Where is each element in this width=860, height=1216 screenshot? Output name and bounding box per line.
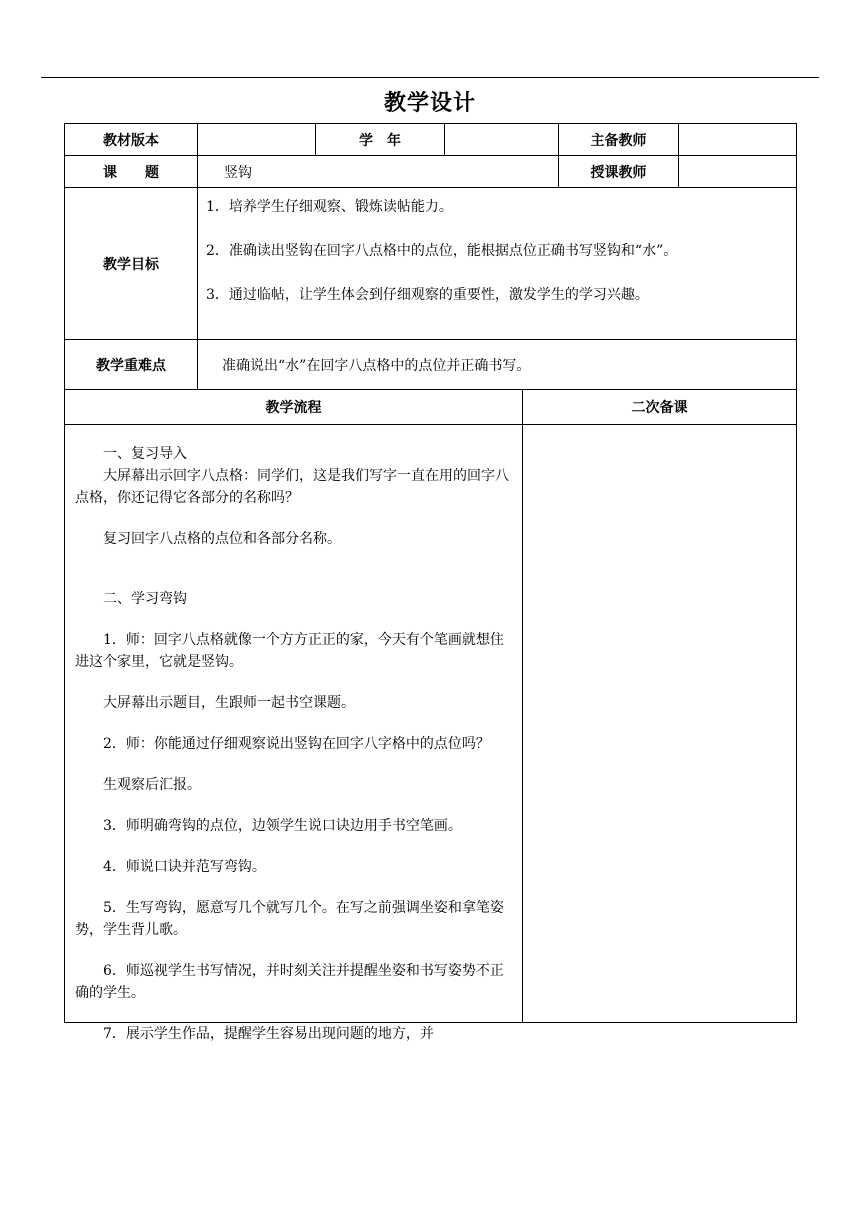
flow-paragraph: 复习回字八点格的点位和各部分名称。 [103,531,341,547]
flow-paragraph: 3．师明确弯钩的点位，边领学生说口诀边用手书空笔画。 [103,818,462,834]
teacher-value [679,156,797,188]
lead-teacher-value [679,124,797,156]
document-title: 教学设计 [383,91,476,116]
teacher-label: 授课教师 [559,156,679,188]
lesson-plan-table [64,123,797,1042]
header-rule [41,77,819,78]
topic-value: 竖钩 [198,156,559,188]
goals-row [65,188,797,340]
goal-item: 2．准确读出竖钩在回字八点格中的点位，能根据点位正确书写竖钩和“水”。 [206,243,678,259]
goals-content [198,188,797,340]
secondary-prep-label: 二次备课 [523,390,797,425]
key-points-text: 准确说出“水”在回字八点格中的点位并正确书写。 [198,340,797,390]
year-label: 学 年 [316,124,445,156]
flow-header-row [65,390,797,425]
flow-paragraph: 7．展示学生作品，提醒学生容易出现问题的地方，并 [103,1026,434,1042]
flow-paragraph: 2．师：你能通过仔细观察说出竖钩在回字八字格中的点位吗？ [103,736,490,752]
header-row-2 [65,156,797,188]
header-row-1 [65,124,797,156]
goal-item: 3．通过临帖，让学生体会到仔细观察的重要性，激发学生的学习兴趣。 [206,287,649,303]
flow-paragraph: 6．师巡视学生书写情况，并时刻关注并提醒坐姿和书写姿势不正确的学生。 [75,963,504,1001]
goals-label: 教学目标 [65,188,198,340]
secondary-prep-content [523,425,797,1023]
year-value [445,124,559,156]
textbook-value [198,124,316,156]
flow-paragraph: 二、学习弯钩 [103,591,187,607]
flow-paragraph: 4．师说口诀并范写弯钩。 [103,859,266,875]
flow-content-row [65,425,797,1023]
key-points-row [65,340,797,390]
flow-paragraph: 1．师：回字八点格就像一个方方正正的家，今天有个笔画就想住进这个家里，它就是竖钩。 [75,632,504,670]
flow-paragraph: 大屏幕出示回字八点格：同学们，这是我们写字一直在用的回字八点格，你还记得它各部分的名称吗？ [75,468,509,506]
flow-paragraph: 5．生写弯钩，愿意写几个就写几个。在写之前强调坐姿和拿笔姿势，学生背儿歌。 [75,900,504,938]
flow-paragraph: 生观察后汇报。 [103,777,201,793]
key-points-label: 教学重难点 [65,340,198,390]
flow-paragraph: 大屏幕出示题目，生跟师一起书空课题。 [103,695,355,711]
goal-item: 1．培养学生仔细观察、锻炼读帖能力。 [206,199,453,215]
flow-content [65,425,523,1042]
topic-label: 课 题 [65,156,198,188]
textbook-label: 教材版本 [65,124,198,156]
flow-paragraph: 一、复习导入 [103,446,187,462]
flow-label: 教学流程 [65,390,523,425]
lead-teacher-label: 主备教师 [559,124,679,156]
